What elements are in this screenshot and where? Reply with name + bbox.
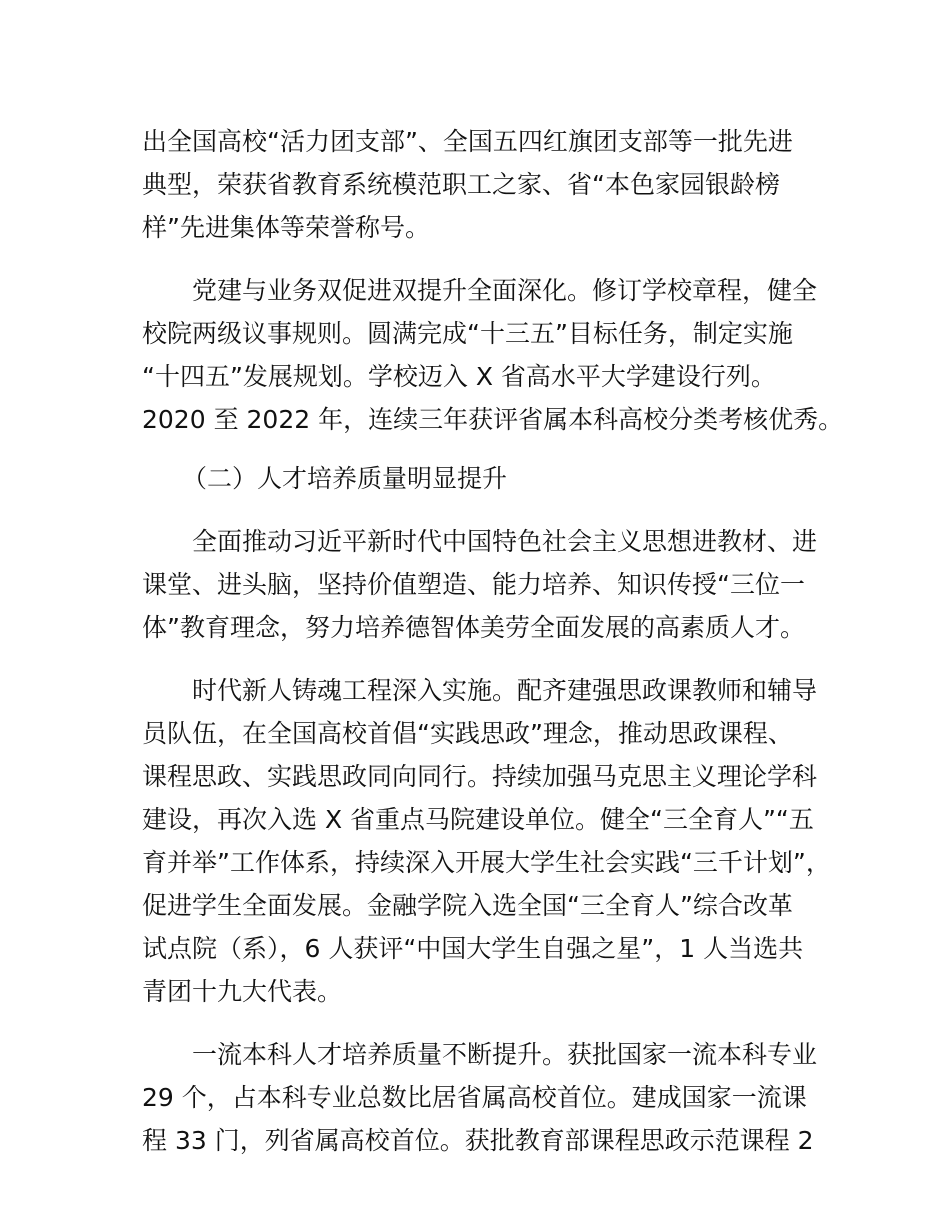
- text-line: 员队伍，在全国高校首倡“实践思政”理念，推动思政课程、: [142, 719, 793, 748]
- paragraph-party-building: [142, 269, 842, 441]
- text-line: 育并举”工作体系，持续深入开展大学生社会实践“三千计划”，: [142, 848, 831, 877]
- text-line: 全面推动习近平新时代中国特色社会主义思想进教材、进: [192, 527, 818, 556]
- paragraph-undergraduate-quality: [142, 1033, 842, 1162]
- text-line: 试点院（系），6 人获评“中国大学生自强之星”，1 人当选共: [142, 934, 804, 963]
- paragraph-soul-casting-project: [142, 669, 842, 1013]
- document-body: [142, 120, 842, 1162]
- text-line: 课堂、进头脑，坚持价值塑造、能力培养、知识传授“三位一: [142, 570, 805, 599]
- paragraph-talent-cultivation: [142, 520, 842, 649]
- paragraph-continued: [142, 120, 842, 249]
- text-line: 促进学生全面发展。金融学院入选全国“三全育人”综合改革: [142, 891, 793, 920]
- section-heading: （二）人才培养质量明显提升: [182, 464, 508, 493]
- text-line: 出全国高校“活力团支部”、全国五四红旗团支部等一批先进: [142, 127, 793, 156]
- text-line: 2020 至 2022 年，连续三年获评省属本科高校分类考核优秀。: [142, 405, 844, 434]
- text-line: 时代新人铸魂工程深入实施。配齐建强思政课教师和辅导: [192, 676, 818, 705]
- text-line: 党建与业务双促进双提升全面深化。修订学校章程，健全: [192, 276, 818, 305]
- text-line: “十四五”发展规划。学校迈入 X 省高水平大学建设行列。: [142, 362, 776, 391]
- text-line: 建设，再次入选 X 省重点马院建设单位。健全“三全育人”“五: [142, 805, 814, 834]
- text-line: 一流本科人才培养质量不断提升。获批国家一流本科专业: [192, 1040, 818, 1069]
- text-line: 典型，荣获省教育系统模范职工之家、省“本色家园银龄榜: [142, 170, 780, 199]
- text-line: 青团十九大代表。: [142, 977, 343, 1006]
- text-line: 样”先进集体等荣誉称号。: [142, 213, 430, 242]
- text-line: 29 个，占本科专业总数比居省属高校首位。建成国家一流课: [142, 1083, 807, 1112]
- text-line: 程 33 门，列省属高校首位。获批教育部课程思政示范课程 2: [142, 1126, 814, 1155]
- text-line: 课程思政、实践思政同向同行。持续加强马克思主义理论学科: [142, 762, 818, 791]
- text-line: 校院两级议事规则。圆满完成“十三五”目标任务，制定实施: [142, 319, 793, 348]
- text-line: 体”教育理念，努力培养德智体美劳全面发展的高素质人才。: [142, 613, 805, 642]
